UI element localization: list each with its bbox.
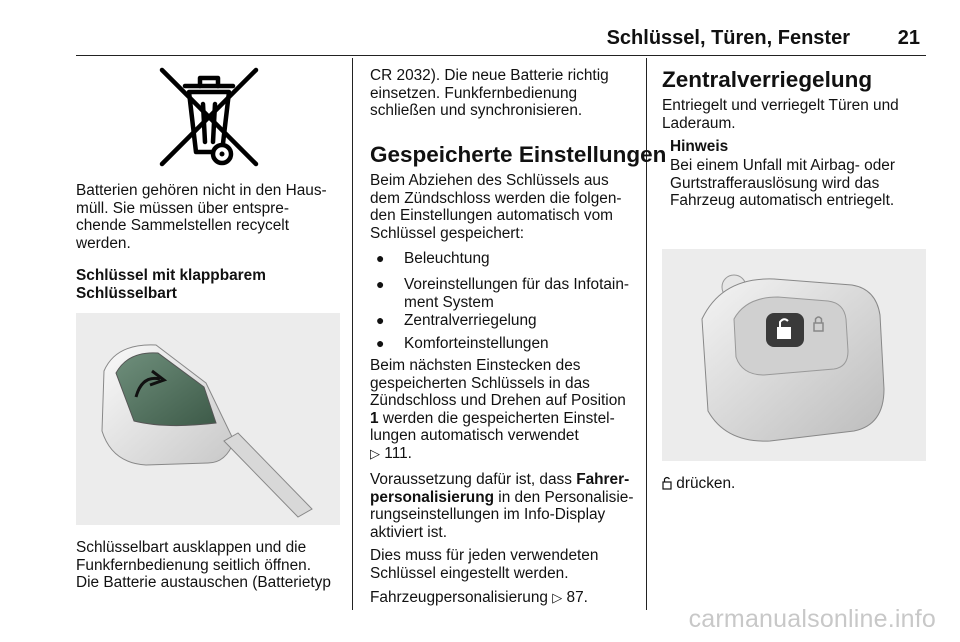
per-key-paragraph: Dies muss für jeden verwendeten Schlüssel eingestellt werden. <box>370 547 599 582</box>
personalisation-paragraph: Voraussetzung dafür ist, dass Fahrer- personalisierung in den Personalisie- rungseinstellungen im Info-Display aktiviert ist. <box>370 471 634 541</box>
press-unlock-caption: drücken. <box>662 475 735 493</box>
weee-crossed-bin-icon <box>150 64 268 172</box>
unlock-icon <box>662 476 672 490</box>
foldable-key-heading: Schlüssel mit klappbarem Schlüsselbart <box>76 267 266 302</box>
vehicle-personalisation-reference: Fahrzeugpersonalisierung ▷ 87. <box>370 589 588 606</box>
page-reference-arrow-icon: ▷ <box>370 446 380 462</box>
page-number: 21 <box>897 27 920 49</box>
stored-settings-intro: Beim Abziehen des Schlüssels aus dem Zündschloss werden die folgen- den Einstellungen automatisch vom Schlüssel gespeichert: <box>370 172 622 242</box>
stored-settings-heading: Gespeicherte Einstellungen <box>370 142 667 167</box>
fold-instructions-text: Schlüsselbart ausklappen und die Funkfernbedienung seitlich öffnen. Die Batterie austauschen (Batterietyp <box>76 539 331 592</box>
page-reference-arrow-icon: ▷ <box>552 591 563 606</box>
folding-key-image <box>76 313 340 525</box>
list-item: ● Voreinstellungen für das Infotain- ment System <box>376 276 630 311</box>
note-title: Hinweis <box>670 138 729 155</box>
battery-continued-text: CR 2032). Die neue Batterie richtig einsetzen. Funkfernbedienung schließen und synchronisieren. <box>370 67 609 120</box>
list-item: ● Beleuchtung <box>376 250 490 267</box>
central-locking-heading: Zentralverriegelung <box>662 67 873 92</box>
header-rule <box>76 55 926 56</box>
page-header-title: Schlüssel, Türen, Fenster <box>606 27 850 49</box>
watermark: carmanualsonline.info <box>688 605 936 633</box>
list-item: ● Zentralverriegelung <box>376 312 537 329</box>
central-locking-intro: Entriegelt und verriegelt Türen und Laderaum. <box>662 97 899 132</box>
remote-key-unlock-image <box>662 249 926 461</box>
reinsert-paragraph: Beim nächsten Einstecken des gespeicherten Schlüssels in das Zündschloss und Drehen auf Position 1 werden die gespeicherten Einstel- lungen automatisch verwendet ▷ 111. <box>370 357 626 462</box>
note-text: Bei einem Unfall mit Airbag- oder Gurtstrafferauslösung wird das Fahrzeug automatisch entriegelt. <box>670 157 895 210</box>
battery-disposal-text: Batterien gehören nicht in den Haus- müll. Sie müssen über entspre- chende Sammelstellen recycelt werden. <box>76 182 327 252</box>
column-divider-1 <box>352 58 353 610</box>
list-item: ● Komforteinstellungen <box>376 335 549 352</box>
